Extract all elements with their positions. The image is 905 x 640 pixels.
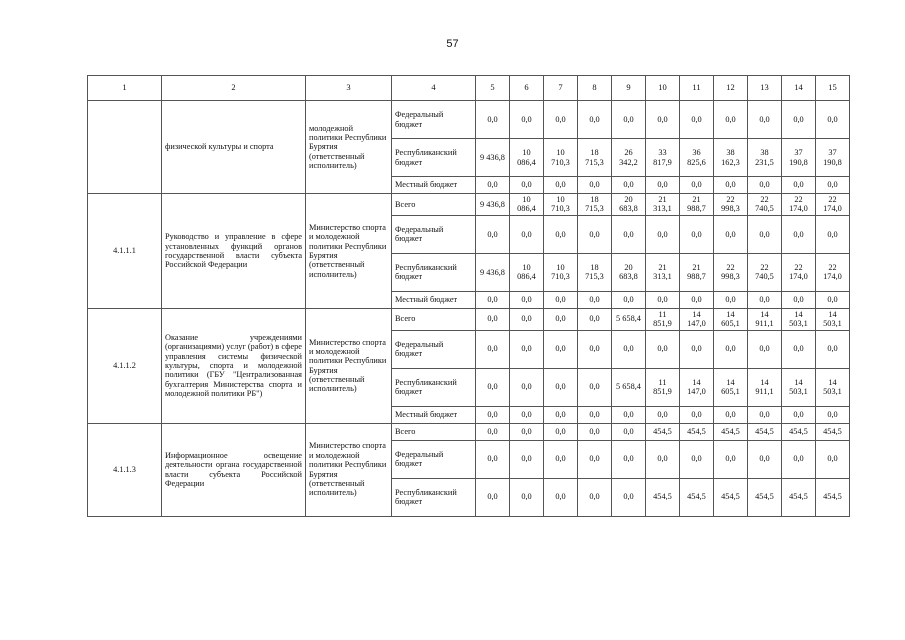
column-header: 10 — [646, 76, 680, 101]
value-cell: 0,0 — [748, 330, 782, 368]
funding-source: Республиканский бюджет — [392, 139, 476, 177]
value-cell: 0,0 — [612, 478, 646, 516]
value-cell: 0,0 — [816, 291, 850, 308]
value-cell: 33 817,9 — [646, 139, 680, 177]
funding-source: Всего — [392, 194, 476, 216]
value-cell: 0,0 — [578, 440, 612, 478]
value-cell: 21 988,7 — [680, 253, 714, 291]
value-cell: 0,0 — [748, 215, 782, 253]
column-header: 3 — [306, 76, 392, 101]
funding-source: Федеральный бюджет — [392, 215, 476, 253]
column-header: 2 — [162, 76, 306, 101]
value-cell: 38 231,5 — [748, 139, 782, 177]
value-cell: 0,0 — [612, 101, 646, 139]
funding-source: Местный бюджет — [392, 291, 476, 308]
value-cell: 0,0 — [544, 215, 578, 253]
value-cell: 454,5 — [646, 478, 680, 516]
value-cell: 0,0 — [544, 368, 578, 406]
column-header: 6 — [510, 76, 544, 101]
header-row — [88, 76, 850, 101]
budget-table — [87, 75, 850, 517]
value-cell: 0,0 — [714, 406, 748, 423]
funding-source: Республиканский бюджет — [392, 368, 476, 406]
column-header: 15 — [816, 76, 850, 101]
column-header: 11 — [680, 76, 714, 101]
value-cell: 9 436,8 — [476, 194, 510, 216]
value-cell: 9 436,8 — [476, 139, 510, 177]
value-cell: 454,5 — [748, 423, 782, 440]
value-cell: 22 174,0 — [816, 253, 850, 291]
value-cell: 454,5 — [748, 478, 782, 516]
value-cell: 0,0 — [748, 406, 782, 423]
value-cell: 0,0 — [714, 101, 748, 139]
column-header: 5 — [476, 76, 510, 101]
row-executor: молодежной политики Республики Бурятия (ответственный исполнитель) — [306, 101, 392, 194]
funding-source: Республиканский бюджет — [392, 478, 476, 516]
row-executor: Министерство спорта и молодежной политики Республики Бурятия (ответственный исполнитель) — [306, 194, 392, 309]
value-cell: 21 988,7 — [680, 194, 714, 216]
value-cell: 0,0 — [510, 478, 544, 516]
value-cell: 0,0 — [646, 291, 680, 308]
value-cell: 0,0 — [782, 101, 816, 139]
value-cell: 20 683,8 — [612, 194, 646, 216]
value-cell: 10 086,4 — [510, 139, 544, 177]
value-cell: 22 174,0 — [782, 194, 816, 216]
value-cell: 0,0 — [748, 440, 782, 478]
value-cell: 454,5 — [714, 423, 748, 440]
value-cell: 21 313,1 — [646, 253, 680, 291]
value-cell: 0,0 — [612, 177, 646, 194]
value-cell: 0,0 — [680, 406, 714, 423]
value-cell: 0,0 — [578, 177, 612, 194]
value-cell: 0,0 — [544, 478, 578, 516]
row-code — [88, 101, 162, 194]
value-cell: 22 998,3 — [714, 253, 748, 291]
column-header: 13 — [748, 76, 782, 101]
value-cell: 454,5 — [782, 423, 816, 440]
column-header: 12 — [714, 76, 748, 101]
value-cell: 0,0 — [612, 291, 646, 308]
value-cell: 0,0 — [612, 406, 646, 423]
column-header: 9 — [612, 76, 646, 101]
row-code: 4.1.1.3 — [88, 423, 162, 516]
value-cell: 0,0 — [476, 440, 510, 478]
value-cell: 454,5 — [646, 423, 680, 440]
row-executor: Министерство спорта и молодежной политики Республики Бурятия (ответственный исполнитель) — [306, 308, 392, 423]
value-cell: 14 503,1 — [816, 368, 850, 406]
value-cell: 0,0 — [578, 406, 612, 423]
value-cell: 0,0 — [476, 308, 510, 330]
value-cell: 0,0 — [510, 330, 544, 368]
value-cell: 0,0 — [476, 478, 510, 516]
value-cell: 0,0 — [748, 291, 782, 308]
value-cell: 0,0 — [510, 308, 544, 330]
value-cell: 454,5 — [782, 478, 816, 516]
value-cell: 0,0 — [510, 291, 544, 308]
value-cell: 0,0 — [578, 368, 612, 406]
value-cell: 14 503,1 — [816, 308, 850, 330]
value-cell: 14 503,1 — [782, 308, 816, 330]
value-cell: 0,0 — [578, 101, 612, 139]
value-cell: 18 715,3 — [578, 194, 612, 216]
value-cell: 22 174,0 — [782, 253, 816, 291]
value-cell: 22 998,3 — [714, 194, 748, 216]
table-row — [88, 101, 850, 139]
value-cell: 0,0 — [578, 291, 612, 308]
value-cell: 0,0 — [680, 291, 714, 308]
value-cell: 0,0 — [544, 291, 578, 308]
value-cell: 0,0 — [578, 423, 612, 440]
value-cell: 0,0 — [816, 440, 850, 478]
value-cell: 9 436,8 — [476, 253, 510, 291]
value-cell: 37 190,8 — [816, 139, 850, 177]
value-cell: 10 710,3 — [544, 253, 578, 291]
row-code: 4.1.1.2 — [88, 308, 162, 423]
value-cell: 0,0 — [612, 423, 646, 440]
value-cell: 0,0 — [578, 215, 612, 253]
value-cell: 0,0 — [476, 291, 510, 308]
value-cell: 0,0 — [544, 308, 578, 330]
value-cell: 14 147,0 — [680, 368, 714, 406]
value-cell: 0,0 — [816, 215, 850, 253]
value-cell: 454,5 — [680, 423, 714, 440]
value-cell: 0,0 — [680, 101, 714, 139]
value-cell: 11 851,9 — [646, 308, 680, 330]
funding-source: Всего — [392, 423, 476, 440]
value-cell: 0,0 — [680, 330, 714, 368]
funding-source: Местный бюджет — [392, 177, 476, 194]
column-header: 8 — [578, 76, 612, 101]
value-cell: 0,0 — [646, 440, 680, 478]
value-cell: 0,0 — [544, 177, 578, 194]
value-cell: 0,0 — [714, 330, 748, 368]
value-cell: 0,0 — [782, 406, 816, 423]
funding-source: Федеральный бюджет — [392, 330, 476, 368]
row-name: Руководство и управление в сфере установленных функций органов государственной власти субъекта Российской Федерации — [162, 194, 306, 309]
value-cell: 5 658,4 — [612, 308, 646, 330]
value-cell: 0,0 — [612, 330, 646, 368]
value-cell: 0,0 — [544, 330, 578, 368]
value-cell: 14 911,1 — [748, 308, 782, 330]
value-cell: 10 710,3 — [544, 139, 578, 177]
value-cell: 0,0 — [816, 177, 850, 194]
table-row — [88, 308, 850, 330]
value-cell: 0,0 — [714, 215, 748, 253]
value-cell: 22 174,0 — [816, 194, 850, 216]
value-cell: 0,0 — [476, 101, 510, 139]
value-cell: 0,0 — [578, 330, 612, 368]
value-cell: 0,0 — [612, 440, 646, 478]
funding-source: Федеральный бюджет — [392, 440, 476, 478]
value-cell: 38 162,3 — [714, 139, 748, 177]
value-cell: 0,0 — [782, 330, 816, 368]
value-cell: 0,0 — [510, 101, 544, 139]
value-cell: 0,0 — [510, 215, 544, 253]
value-cell: 22 740,5 — [748, 194, 782, 216]
value-cell: 0,0 — [646, 177, 680, 194]
value-cell: 0,0 — [646, 101, 680, 139]
value-cell: 20 683,8 — [612, 253, 646, 291]
value-cell: 0,0 — [578, 478, 612, 516]
value-cell: 0,0 — [646, 406, 680, 423]
row-name: Информационное освещение деятельности органа государственной власти субъекта Российской Федерации — [162, 423, 306, 516]
value-cell: 454,5 — [714, 478, 748, 516]
value-cell: 14 503,1 — [782, 368, 816, 406]
column-header: 14 — [782, 76, 816, 101]
value-cell: 0,0 — [476, 215, 510, 253]
value-cell: 0,0 — [510, 406, 544, 423]
value-cell: 14 605,1 — [714, 368, 748, 406]
value-cell: 14 911,1 — [748, 368, 782, 406]
value-cell: 0,0 — [476, 177, 510, 194]
column-header: 4 — [392, 76, 476, 101]
funding-source: Местный бюджет — [392, 406, 476, 423]
value-cell: 0,0 — [544, 406, 578, 423]
value-cell: 0,0 — [782, 291, 816, 308]
funding-source: Федеральный бюджет — [392, 101, 476, 139]
value-cell: 26 342,2 — [612, 139, 646, 177]
value-cell: 0,0 — [680, 215, 714, 253]
row-code: 4.1.1.1 — [88, 194, 162, 309]
value-cell: 0,0 — [544, 101, 578, 139]
value-cell: 21 313,1 — [646, 194, 680, 216]
value-cell: 5 658,4 — [612, 368, 646, 406]
table-row — [88, 194, 850, 216]
value-cell: 0,0 — [816, 406, 850, 423]
value-cell: 454,5 — [816, 478, 850, 516]
row-executor: Министерство спорта и молодежной политики Республики Бурятия (ответственный исполнитель) — [306, 423, 392, 516]
table-row — [88, 423, 850, 440]
value-cell: 10 710,3 — [544, 194, 578, 216]
value-cell: 0,0 — [782, 440, 816, 478]
value-cell: 0,0 — [612, 215, 646, 253]
value-cell: 18 715,3 — [578, 139, 612, 177]
value-cell: 0,0 — [510, 177, 544, 194]
value-cell: 0,0 — [476, 423, 510, 440]
value-cell: 10 086,4 — [510, 253, 544, 291]
value-cell: 454,5 — [680, 478, 714, 516]
value-cell: 0,0 — [714, 291, 748, 308]
value-cell: 0,0 — [782, 215, 816, 253]
value-cell: 0,0 — [476, 368, 510, 406]
value-cell: 0,0 — [544, 440, 578, 478]
value-cell: 0,0 — [748, 101, 782, 139]
funding-source: Республиканский бюджет — [392, 253, 476, 291]
value-cell: 18 715,3 — [578, 253, 612, 291]
value-cell: 0,0 — [646, 215, 680, 253]
value-cell: 0,0 — [748, 177, 782, 194]
row-name: физической культуры и спорта — [162, 101, 306, 194]
value-cell: 11 851,9 — [646, 368, 680, 406]
value-cell: 0,0 — [476, 406, 510, 423]
value-cell: 0,0 — [544, 423, 578, 440]
value-cell: 0,0 — [510, 368, 544, 406]
funding-source: Всего — [392, 308, 476, 330]
value-cell: 14 147,0 — [680, 308, 714, 330]
column-header: 1 — [88, 76, 162, 101]
value-cell: 0,0 — [782, 177, 816, 194]
value-cell: 0,0 — [646, 330, 680, 368]
value-cell: 454,5 — [816, 423, 850, 440]
value-cell: 0,0 — [510, 440, 544, 478]
value-cell: 37 190,8 — [782, 139, 816, 177]
value-cell: 0,0 — [476, 330, 510, 368]
value-cell: 0,0 — [816, 101, 850, 139]
value-cell: 0,0 — [680, 440, 714, 478]
table-body — [88, 76, 850, 517]
value-cell: 0,0 — [714, 440, 748, 478]
value-cell: 0,0 — [680, 177, 714, 194]
value-cell: 0,0 — [510, 423, 544, 440]
value-cell: 0,0 — [714, 177, 748, 194]
row-name: Оказание учреждениями (организациями) услуг (работ) в сфере управления системы физической культуры, спорта и молодежной политики (ГБУ "Централизованная бухгалтерия Министерства спорта и молодежной политики РБ") — [162, 308, 306, 423]
column-header: 7 — [544, 76, 578, 101]
value-cell: 14 605,1 — [714, 308, 748, 330]
value-cell: 0,0 — [816, 330, 850, 368]
value-cell: 0,0 — [578, 308, 612, 330]
value-cell: 22 740,5 — [748, 253, 782, 291]
page-number: 57 — [446, 38, 459, 50]
value-cell: 36 825,6 — [680, 139, 714, 177]
value-cell: 10 086,4 — [510, 194, 544, 216]
